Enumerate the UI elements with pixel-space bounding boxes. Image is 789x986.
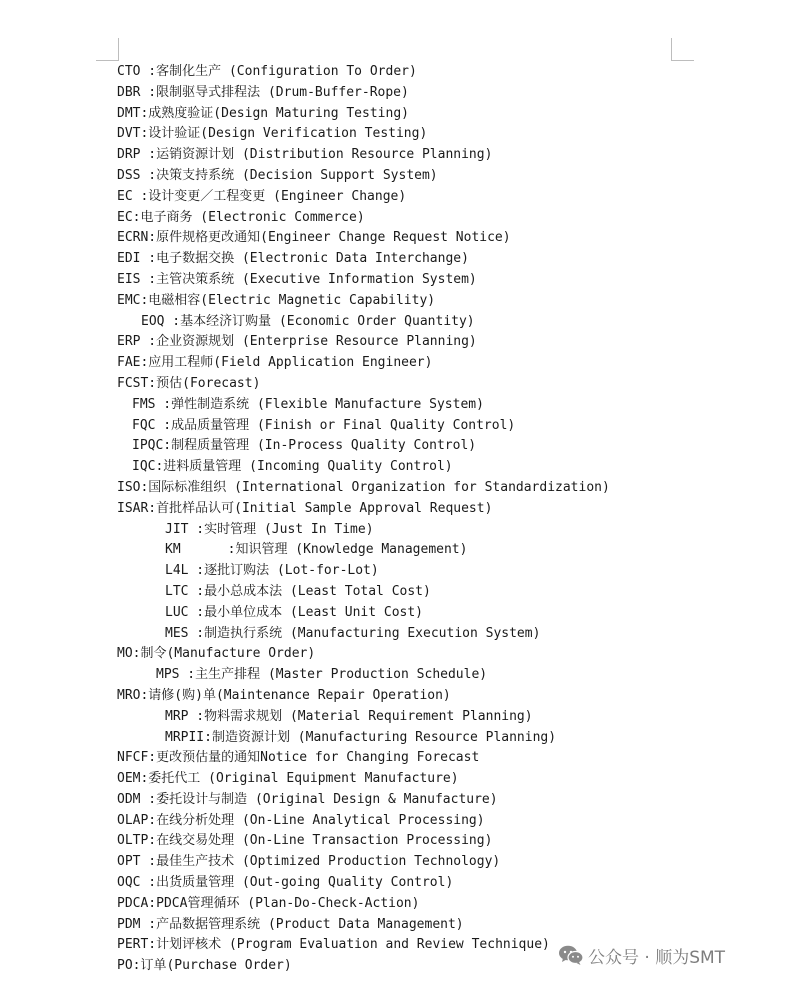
glossary-line: MPS :主生产排程 (Master Production Schedule) bbox=[156, 667, 488, 683]
glossary-line: DRP :运销资源计划 (Distribution Resource Planning) bbox=[117, 147, 493, 163]
glossary-line: MRP :物料需求规划 (Material Requirement Planning) bbox=[165, 708, 533, 724]
glossary-line: IPQC:制程质量管理 (In-Process Quality Control) bbox=[132, 438, 477, 454]
glossary-line: ISAR:首批样品认可(Initial Sample Approval Request) bbox=[117, 500, 493, 516]
glossary-line: OQC :出货质量管理 (Out-going Quality Control) bbox=[117, 875, 454, 891]
glossary-lines bbox=[117, 62, 610, 977]
margin-corner-top-right bbox=[671, 38, 694, 61]
glossary-line: PDCA:PDCA管理循环 (Plan-Do-Check-Action) bbox=[117, 895, 420, 911]
glossary-line: OLTP:在线交易处理 (On-Line Transaction Processing) bbox=[117, 833, 493, 849]
glossary-line: MRO:请修(购)单(Maintenance Repair Operation) bbox=[117, 687, 451, 703]
glossary-line: EMC:电磁相容(Electric Magnetic Capability) bbox=[117, 292, 436, 308]
glossary-line: LUC :最小单位成本 (Least Unit Cost) bbox=[165, 604, 424, 620]
glossary-line: NFCF:更改预估量的通知Notice for Changing Forecast bbox=[117, 750, 480, 766]
glossary-line: FQC :成品质量管理 (Finish or Final Quality Control) bbox=[132, 417, 516, 433]
watermark-text: 公众号 · 顺为SMT bbox=[588, 947, 726, 968]
glossary-line: LTC :最小总成本法 (Least Total Cost) bbox=[165, 583, 431, 599]
glossary-line: KM :知识管理 (Knowledge Management) bbox=[165, 542, 468, 558]
glossary-line: ECRN:原件规格更改通知(Engineer Change Request Notice) bbox=[117, 230, 511, 246]
glossary-line: DVT:设计验证(Design Verification Testing) bbox=[117, 126, 428, 142]
margin-corner-top-left bbox=[96, 38, 119, 61]
glossary-line: L4L :逐批订购法 (Lot-for-Lot) bbox=[165, 563, 379, 579]
watermark bbox=[556, 941, 725, 969]
glossary-line: ERP :企业资源规划 (Enterprise Resource Planning) bbox=[117, 334, 477, 350]
glossary-line: FAE:应用工程师(Field Application Engineer) bbox=[117, 355, 433, 371]
glossary-line: EC:电子商务 (Electronic Commerce) bbox=[117, 209, 365, 225]
glossary-line: ISO:国际标准组织 (International Organization for Standardization) bbox=[117, 479, 610, 495]
glossary-line: JIT :实时管理 (Just In Time) bbox=[165, 521, 374, 537]
wechat-icon bbox=[558, 944, 584, 966]
glossary-line: CTO :客制化生产 (Configuration To Order) bbox=[117, 64, 417, 79]
glossary-line: DBR :限制驱导式排程法 (Drum-Buffer-Rope) bbox=[117, 84, 409, 100]
glossary-line: EOQ :基本经济订购量 (Economic Order Quantity) bbox=[141, 313, 475, 329]
glossary-line: DMT:成熟度验证(Design Maturing Testing) bbox=[117, 105, 409, 121]
glossary-line: MO:制令(Manufacture Order) bbox=[117, 646, 316, 662]
glossary-line: OLAP:在线分析处理 (On-Line Analytical Processing) bbox=[117, 812, 485, 828]
glossary-line: EDI :电子数据交换 (Electronic Data Interchange) bbox=[117, 251, 469, 267]
glossary-line: PDM :产品数据管理系统 (Product Data Management) bbox=[117, 916, 464, 932]
glossary-line: PO:订单(Purchase Order) bbox=[117, 958, 292, 974]
glossary-line: IQC:进料质量管理 (Incoming Quality Control) bbox=[132, 459, 453, 475]
glossary-line: ODM :委托设计与制造 (Original Design & Manufacture) bbox=[117, 791, 498, 807]
glossary-line: OPT :最佳生产技术 (Optimized Production Technology) bbox=[117, 854, 501, 870]
glossary-line: MES :制造执行系统 (Manufacturing Execution System) bbox=[165, 625, 541, 641]
glossary-line: FCST:预估(Forecast) bbox=[117, 375, 261, 391]
glossary-line: FMS :弹性制造系统 (Flexible Manufacture System) bbox=[132, 396, 484, 412]
glossary-line: EC :设计变更／工程变更 (Engineer Change) bbox=[117, 188, 407, 204]
glossary-line: EIS :主管决策系统 (Executive Information System) bbox=[117, 271, 477, 287]
glossary-line: OEM:委托代工 (Original Equipment Manufacture) bbox=[117, 771, 459, 787]
glossary-line: DSS :决策支持系统 (Decision Support System) bbox=[117, 167, 438, 183]
glossary-line: PERT:计划评核术 (Program Evaluation and Review Technique) bbox=[117, 937, 550, 953]
glossary-line: MRPII:制造资源计划 (Manufacturing Resource Planning) bbox=[165, 729, 557, 745]
